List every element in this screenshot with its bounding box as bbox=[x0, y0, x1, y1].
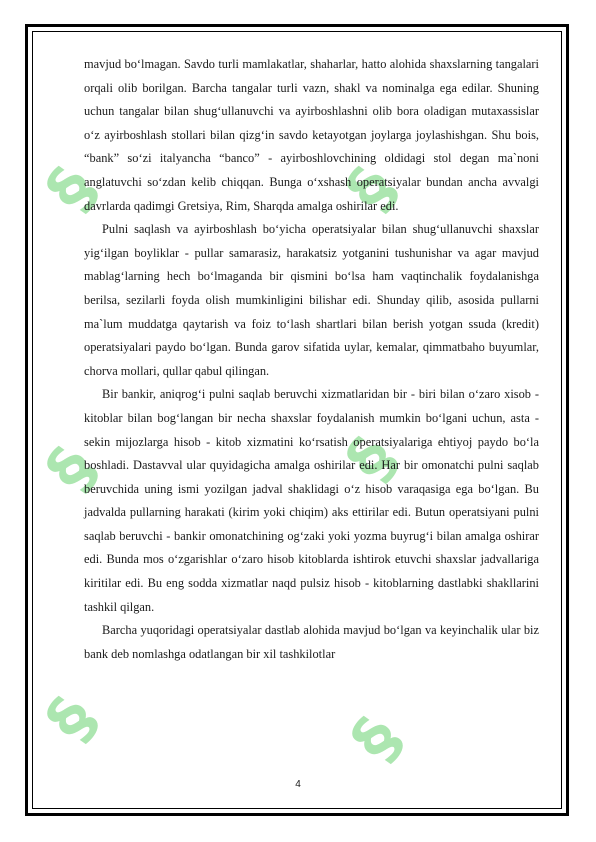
paragraph: Bir bankir, aniqrog‘i pulni saqlab beruvchi xizmatlaridan bir - biri bilan o‘zaro xisob - kitoblar bilan bog‘langan bir necha shaxslar foydalanish mumkin bo‘lgani uchun, asta - sekin mijozlarga hisob - kitob xizmatini ko‘rsatish operatsiyalariga ehtiyoj paydo bo‘la boshladi. Dastavval ular quyidagicha amalga oshirilar edi. Har bir omonatchi pulni saqlab beruvchida uning ismi yozilgan jadval shaklidagi o‘z hisob varaqasiga ega bo‘lgan. Bu jadvalda pullarning harakati (kirim yoki chiqim) aks ettirilar edi. Butun operatsiyani pulni saqlab beruvchi - bankir omonatchining og‘zaki yoki yozma buyrug‘i bilan amalga oshirar edi. Bunda mos o‘zgarishlar o‘zaro hisob kitoblarda ishtirok etuvchi shaxslar jadvallariga kiritilar edi. Bu eng sodda xizmatlar naqd pulsiz hisob - kitoblarning dastlabki shakllarini tashkil qilgan. bbox=[84, 387, 539, 614]
watermark-mark: § bbox=[332, 420, 416, 494]
paragraph: Pulni saqlash va ayirboshlash bo‘yicha operatsiyalar bilan shug‘ullanuvchi shaxslar yig‘ilgan boyliklar - pullar samarasiz, harakatsiz yotganini tushunishar va agar mavjud mablag‘larning hech bo‘lmaganda bir qismini bo‘lsa ham vaqtinchalik foydalanishga berilsa, sezilarli foyda olish mumkinligini bilishar edi. Shunday qilib, asosida pullarni ma`lum muddatga qaytarish va foiz to‘lash shartlari bilan berish yotgan ssuda (kredit) operatsiyalari paydo bo‘lgan. Bunda garov sifatida uylar, kemalar, qimmatbaho buyumlar, chorva mollari, qullar qabul qilingan. bbox=[84, 222, 539, 378]
paragraph: mavjud bo‘lmagan. Savdo turli mamlakatlar, shaharlar, hatto alohida shaxslarning tangalari orqali olib borilgan. Barcha tangalar turli vazn, shakl va nominalga ega edilar. Shuning uchun tangalar bilan shug‘ullanuvchi va ayirboshlashni olib bora oladigan mutaxassislar o‘z ayirboshlash stollari bilan qizg‘in savdo ketayotgan joylarga joylashishgan. Shu bois, “bank” so‘zi italyancha “banco” - ayirboshlovchining oldidagi stol degan ma`noni anglatuvchi so‘zdan kelib chiqqan. Bunga o‘xshash operatsiyalar bundan ancha avvalgi davrlarda qadimgi Gretsiya, Rim, Sharqda amalga oshirilar edi. bbox=[84, 57, 539, 213]
watermark-mark: § bbox=[332, 150, 416, 224]
watermark-mark: § bbox=[32, 430, 116, 504]
paragraph: Barcha yuqoridagi operatsiyalar dastlab alohida mavjud bo‘lgan va keyinchalik ular biz bank deb nomlashga odatlangan bir xil tashkilotlar bbox=[84, 623, 539, 661]
watermark-mark: § bbox=[32, 150, 116, 224]
page-number: 4 bbox=[295, 779, 301, 790]
watermark-mark: § bbox=[32, 680, 116, 754]
watermark-mark: § bbox=[337, 700, 421, 774]
document-body bbox=[84, 53, 539, 666]
